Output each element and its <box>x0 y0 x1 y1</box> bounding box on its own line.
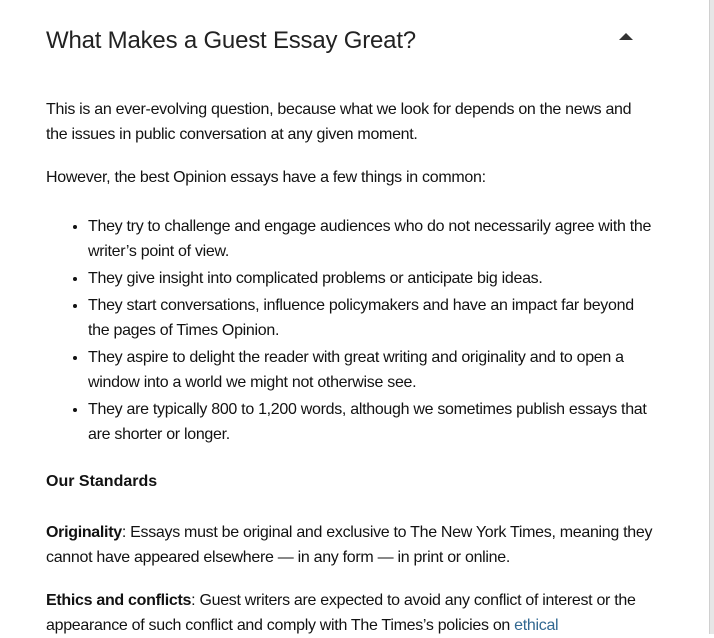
ethics-text: : Guest writers are expected to avoid any conflict of interest or the appearance of such conflict and comply with The Times’s policies on <box>46 592 636 634</box>
qualities-list <box>46 214 658 449</box>
collapse-toggle-button[interactable] <box>618 31 634 43</box>
originality-paragraph <box>46 520 656 570</box>
standards-heading: Our Standards <box>46 473 158 490</box>
originality-text: : Essays must be original and exclusive to The New York Times, meaning they cannot have appeared elsewhere — in any form — in print or online. <box>46 524 653 566</box>
list-item: • They aspire to delight the reader with great writing and originality and to open a window into a world we might not otherwise see. <box>88 345 658 395</box>
ethics-paragraph <box>46 588 656 638</box>
lead-paragraph: However, the best Opinion essays have a few things in common: <box>46 169 486 186</box>
list-item: • They start conversations, influence policymakers and have an impact far beyond the pages of Times Opinion. <box>88 293 658 343</box>
scrollbar[interactable] <box>709 0 714 634</box>
originality-label: Originality <box>46 524 122 541</box>
list-item: • They try to challenge and engage audiences who do not necessarily agree with the writer’s point of view. <box>88 214 658 264</box>
ethical-journalism-link[interactable]: ethical <box>514 617 559 634</box>
list-item: • They give insight into complicated problems or anticipate big ideas. <box>88 266 658 291</box>
ethics-label: Ethics and conflicts <box>46 592 192 609</box>
section-title: What Makes a Guest Essay Great? <box>46 27 416 54</box>
chevron-up-icon <box>618 31 634 41</box>
list-item: • They are typically 800 to 1,200 words, although we sometimes publish essays that are shorter or longer. <box>88 397 658 447</box>
intro-paragraph: This is an ever-evolving question, because what we look for depends on the news and the issues in public conversation at any given moment. <box>46 101 632 143</box>
